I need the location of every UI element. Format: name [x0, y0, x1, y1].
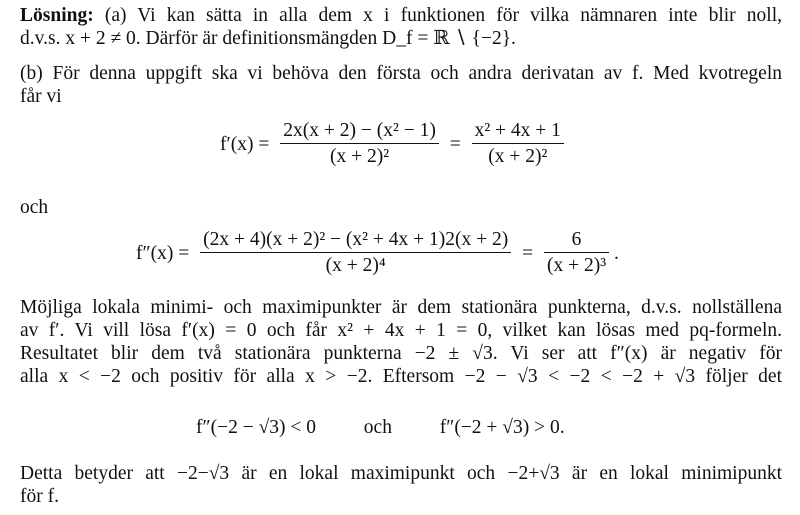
second-derivative-denominator-2: (x + 2)³ [547, 255, 607, 276]
second-derivative-equals: = [522, 242, 534, 264]
second-derivative-denominator-1: (x + 2)⁴ [325, 255, 386, 276]
second-derivative-equation [130, 229, 625, 277]
analysis-line: av f′. Vi vill lösa f′(x) = 0 och får x² + 4x + 1 = 0, vilket kan lösas med pq-formeln. [20, 320, 782, 341]
part-b-intro [20, 62, 782, 108]
second-derivative-numerator-2: 6 [544, 229, 609, 253]
first-derivative-equation [214, 120, 564, 168]
analysis-line: alla x < −2 och positiv för alla x > −2. Eftersom −2 − √3 < −2 < −2 + √3 följer det [20, 366, 782, 387]
conclusion-line-2: för f. [20, 486, 59, 507]
analysis-paragraph [20, 296, 782, 388]
inequalities-display [196, 416, 565, 439]
second-derivative-fraction-2 [544, 229, 609, 277]
solution-heading: Lösning: [20, 5, 94, 26]
analysis-line: Resultatet blir dem två stationära punkterna −2 ± √3. Vi ser att f″(x) är negativ för [20, 343, 782, 364]
part-a-paragraph [20, 4, 782, 50]
inequality-right: f″(−2 + √3) > 0. [439, 417, 565, 438]
first-derivative-lhs: f′(x) = [220, 133, 270, 155]
och-connector: och [20, 197, 49, 218]
analysis-line: Möjliga lokala minimi- och maximipunkter är dem stationära punkterna, d.v.s. nollställena [20, 297, 782, 318]
och-connector-paragraph [20, 196, 782, 219]
first-derivative-equals: = [449, 133, 461, 155]
second-derivative-lhs: f″(x) = [136, 242, 190, 264]
part-b-intro-line-2: får vi [20, 86, 62, 107]
first-derivative-fraction-2 [472, 120, 564, 168]
inequality-left: f″(−2 − √3) < 0 [196, 417, 317, 438]
conclusion-paragraph [20, 462, 782, 508]
part-a-line-1: (a) Vi kan sätta in alla dem x i funktionen för vilka nämnaren inte blir noll, [104, 5, 783, 26]
first-derivative-numerator-1: 2x(x + 2) − (x² − 1) [280, 120, 439, 144]
second-derivative-fraction-1 [200, 229, 511, 277]
first-derivative-fraction-1 [280, 120, 439, 168]
inequalities-connector: och [363, 417, 392, 438]
first-derivative-numerator-2: x² + 4x + 1 [472, 120, 564, 144]
second-derivative-numerator-1: (2x + 4)(x + 2)² − (x² + 4x + 1)2(x + 2) [200, 229, 511, 253]
part-b-intro-line-1: (b) För denna uppgift ska vi behöva den första och andra derivatan av f. Med kvotregeln [20, 63, 782, 84]
first-derivative-denominator-2: (x + 2)² [488, 146, 548, 167]
first-derivative-denominator-1: (x + 2)² [329, 146, 390, 167]
conclusion-line-1: Detta betyder att −2−√3 är en lokal maximipunkt och −2+√3 är en lokal minimipunkt [20, 463, 782, 484]
part-a-line-2: d.v.s. x + 2 ≠ 0. Därför är definitionsmängden D_f = ℝ ∖ {−2}. [20, 28, 516, 49]
second-derivative-period: . [613, 242, 619, 264]
